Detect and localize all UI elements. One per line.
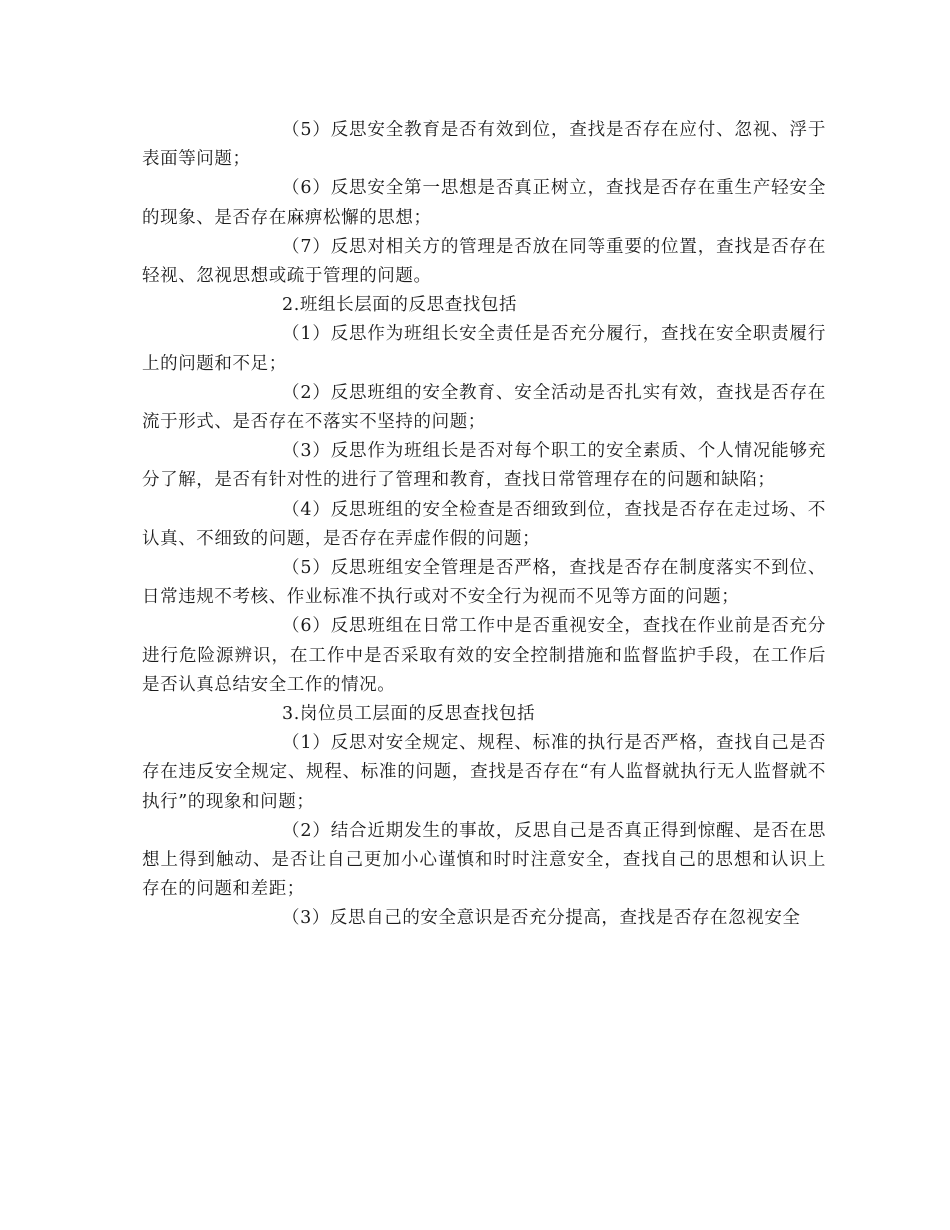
- paragraph: （4）反思班组的安全检查是否细致到位，查找是否存在走过场、不认真、不细致的问题，是否存在弄虚作假的问题；: [142, 499, 826, 549]
- paragraph: （6）反思班组在日常工作中是否重视安全，查找在作业前是否充分进行危险源辨识，在工作中是否采取有效的安全控制措施和监督监护手段，在工作后是否认真总结安全工作的情况。: [142, 616, 826, 695]
- document-body: [142, 116, 826, 934]
- paragraph: （1）反思对安全规定、规程、标准的执行是否严格，查找自己是否存在违反安全规定、规程、标准的问题，查找是否存在“有人监督就执行无人监督就不执行”的现象和问题；: [142, 733, 826, 812]
- paragraph: （5）反思安全教育是否有效到位，查找是否存在应付、忽视、浮于表面等问题；: [142, 120, 826, 170]
- paragraph: （3）反思作为班组长是否对每个职工的安全素质、个人情况能够充分了解，是否有针对性的进行了管理和教育，查找日常管理存在的问题和缺陷；: [142, 441, 826, 491]
- section-heading: 2.班组长层面的反思查找包括: [282, 295, 518, 316]
- paragraph: （2）反思班组的安全教育、安全活动是否扎实有效，查找是否存在流于形式、是否存在不落实不坚持的问题；: [142, 382, 826, 433]
- section-heading: 3.岗位员工层面的反思查找包括: [282, 704, 536, 725]
- paragraph: （2）结合近期发生的事故，反思自己是否真正得到惊醒、是否在思想上得到触动、是否让自己更加小心谨慎和时时注意安全，查找自己的思想和认识上存在的问题和差距；: [142, 820, 826, 900]
- paragraph: （7）反思对相关方的管理是否放在同等重要的位置，查找是否存在轻视、忽视思想或疏于管理的问题。: [142, 236, 826, 287]
- paragraph: （6）反思安全第一思想是否真正树立，查找是否存在重生产轻安全的现象、是否存在麻痹松懈的思想；: [142, 178, 826, 228]
- paragraph: （3）反思自己的安全意识是否充分提高，查找是否存在忽视安全: [282, 908, 801, 929]
- paragraph: （5）反思班组安全管理是否严格，查找是否存在制度落实不到位、日常违规不考核、作业标准不执行或对不安全行为视而不见等方面的问题；: [142, 558, 826, 608]
- paragraph: （1）反思作为班组长安全责任是否充分履行，查找在安全职责履行上的问题和不足；: [142, 324, 826, 374]
